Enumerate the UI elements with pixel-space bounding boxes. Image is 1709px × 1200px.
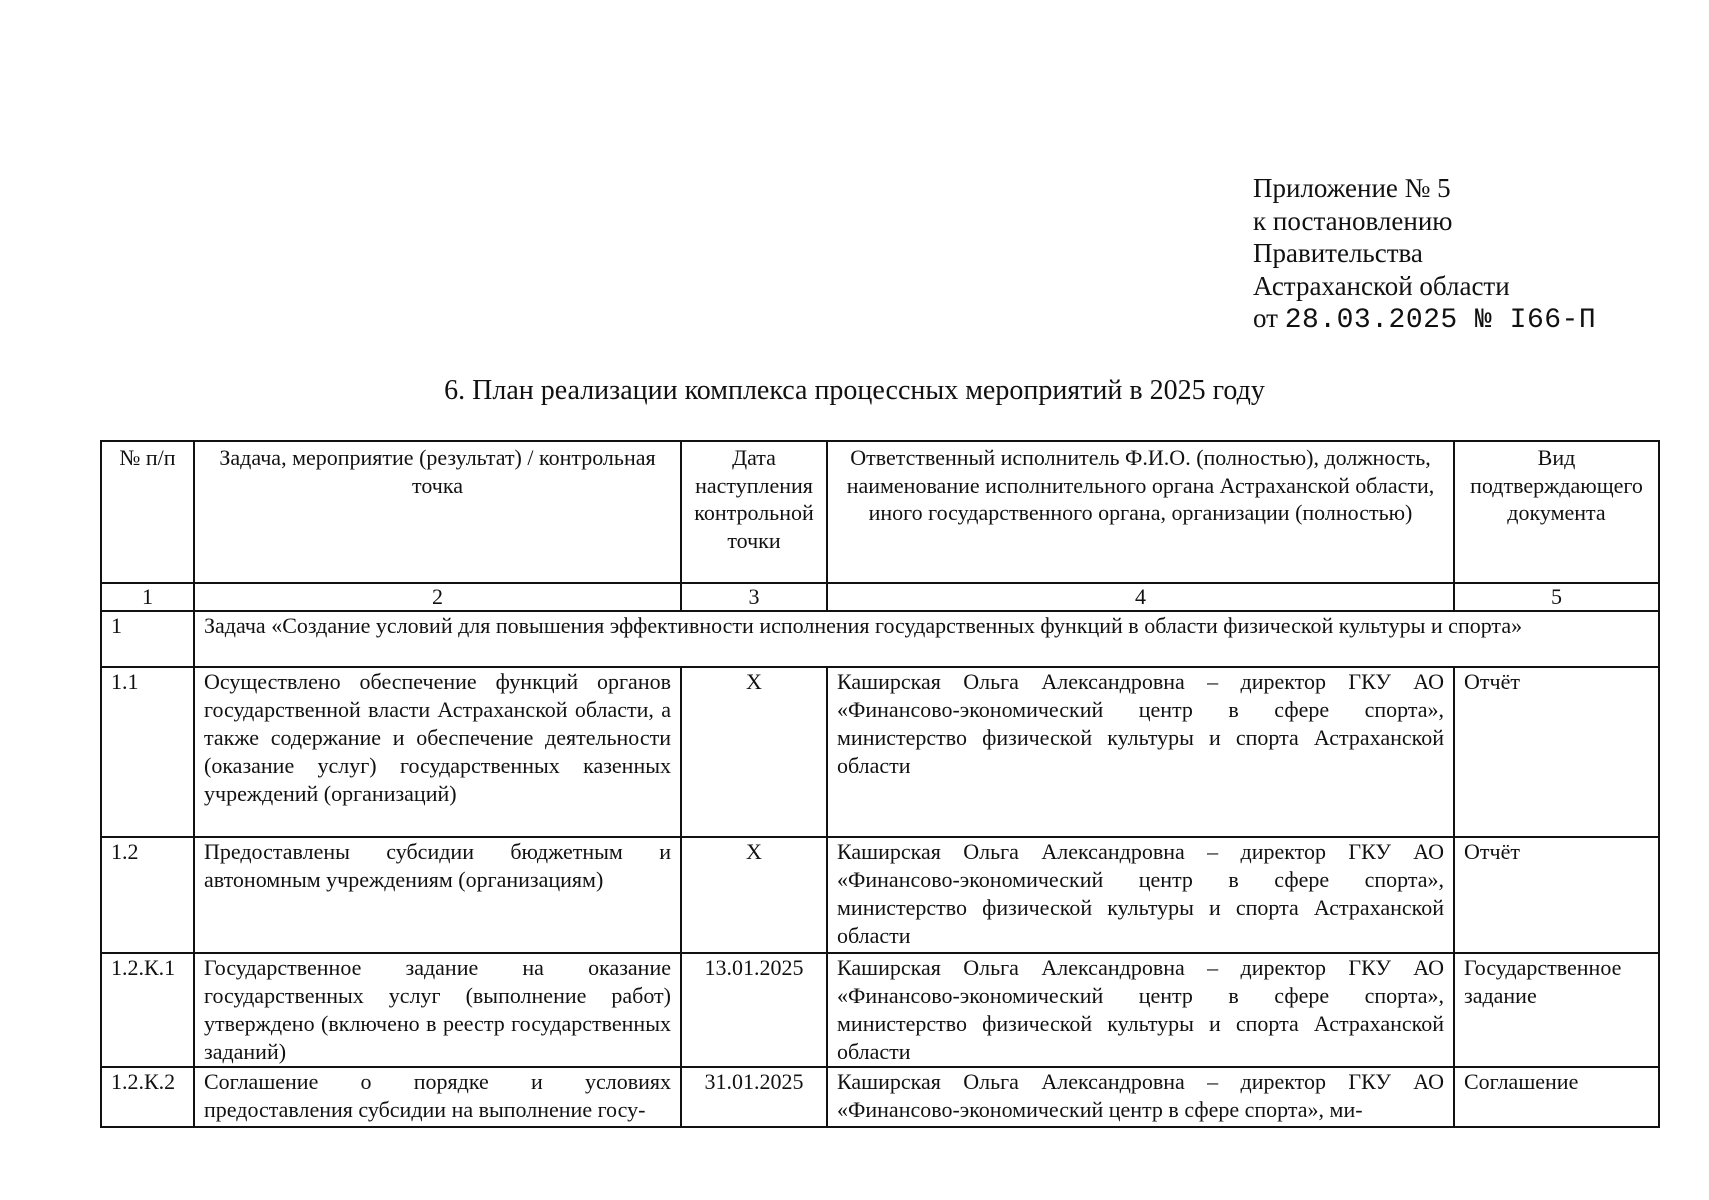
document-type: Государственное задание	[1454, 953, 1659, 1067]
plan-table	[100, 440, 1660, 1128]
row-number: 1.1	[101, 667, 194, 837]
row-number: 1.2.К.1	[101, 953, 194, 1067]
event-text: Государственное задание на оказание государственных услуг (выполнение работ) утверждено (включено в реестр государственных заданий)	[194, 953, 681, 1067]
document-type: Соглашение	[1454, 1067, 1659, 1127]
column-number: 2	[194, 583, 681, 611]
table-row	[101, 837, 1659, 953]
handwritten-date-number: 28.03.2025 № I66-П	[1284, 305, 1597, 336]
appendix-block	[1253, 172, 1596, 338]
appendix-line: Правительства	[1253, 238, 1423, 268]
task-row	[101, 611, 1659, 667]
table-row	[101, 953, 1659, 1067]
table-header-row	[101, 441, 1659, 583]
event-date: Х	[681, 837, 827, 953]
header-cell: № п/п	[101, 441, 194, 583]
row-number: 1.2.К.2	[101, 1067, 194, 1127]
date-prefix: от	[1253, 303, 1278, 333]
column-number: 3	[681, 583, 827, 611]
responsible-person: Каширская Ольга Александровна – директор ГКУ АО «Финансово-экономический центр в сфере спорта», министерство физической культуры и спорта Астраханской области	[827, 667, 1454, 837]
header-cell: Ответственный исполнитель Ф.И.О. (полностью), должность, наименование исполнительного органа Астраханской области, иного государственного органа, организации (полностью)	[827, 441, 1454, 583]
column-number: 4	[827, 583, 1454, 611]
appendix-date	[1253, 302, 1596, 338]
appendix-line: Приложение № 5	[1253, 173, 1451, 203]
event-text: Осуществлено обеспечение функций органов государственной власти Астраханской области, а также содержание и обеспечение деятельности (оказание услуг) государственных казенных учреждений (организаций)	[194, 667, 681, 837]
column-number: 5	[1454, 583, 1659, 611]
header-cell: Вид подтверждающего документа	[1454, 441, 1659, 583]
table-row	[101, 667, 1659, 837]
appendix-line: Астраханской области	[1253, 270, 1510, 301]
column-number-row	[101, 583, 1659, 611]
column-number: 1	[101, 583, 194, 611]
responsible-person: Каширская Ольга Александровна – директор ГКУ АО «Финансово-экономический центр в сфере спорта», ми-	[827, 1067, 1454, 1127]
event-date: Х	[681, 667, 827, 837]
document-type: Отчёт	[1454, 837, 1659, 953]
event-date: 13.01.2025	[681, 953, 827, 1067]
row-number: 1.2	[101, 837, 194, 953]
header-cell: Задача, мероприятие (результат) / контрольная точка	[194, 441, 681, 583]
responsible-person: Каширская Ольга Александровна – директор ГКУ АО «Финансово-экономический центр в сфере спорта», министерство физической культуры и спорта Астраханской области	[827, 837, 1454, 953]
document-title: 6. План реализации комплекса процессных мероприятий в 2025 году	[444, 375, 1265, 406]
table-row	[101, 1067, 1659, 1127]
task-text: Задача «Создание условий для повышения эффективности исполнения государственных функций в области физической культуры и спорта»	[194, 611, 1659, 667]
appendix-line: к постановлению	[1253, 205, 1453, 236]
row-number: 1	[101, 611, 194, 667]
event-text: Предоставлены субсидии бюджетным и автономным учреждениям (организациям)	[194, 837, 681, 953]
responsible-person: Каширская Ольга Александровна – директор ГКУ АО «Финансово-экономический центр в сфере спорта», министерство физической культуры и спорта Астраханской области	[827, 953, 1454, 1067]
document-type: Отчёт	[1454, 667, 1659, 837]
event-text: Соглашение о порядке и условиях предоставления субсидии на выполнение госу-	[194, 1067, 681, 1127]
event-date: 31.01.2025	[681, 1067, 827, 1127]
header-cell: Дата наступления контрольной точки	[681, 441, 827, 583]
